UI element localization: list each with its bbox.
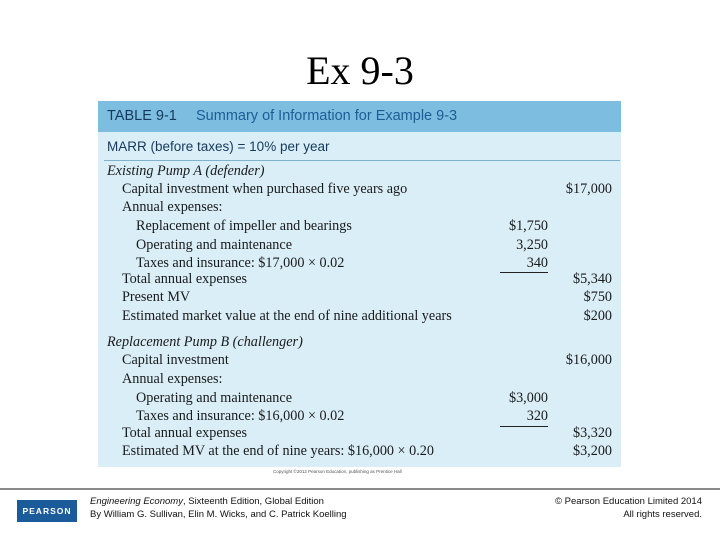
row-total: $3,200 bbox=[572, 443, 612, 459]
row-subtotal: 340 bbox=[526, 255, 548, 271]
table-row bbox=[98, 236, 621, 254]
rights-line-2: All rights reserved. bbox=[623, 509, 702, 520]
section-heading-challenger: Replacement Pump B (challenger) bbox=[107, 334, 303, 350]
table-row bbox=[98, 180, 621, 198]
table-caption: Summary of Information for Example 9-3 bbox=[196, 108, 458, 124]
row-subtotal: 3,250 bbox=[516, 237, 548, 253]
row-total: $16,000 bbox=[565, 352, 612, 368]
table-number: TABLE 9-1 bbox=[107, 108, 177, 124]
row-label: Operating and maintenance bbox=[136, 237, 292, 253]
row-label: Taxes and insurance: $16,000 × 0.02 bbox=[136, 408, 345, 424]
row-total: $750 bbox=[583, 289, 612, 305]
row-subtotal: 320 bbox=[526, 408, 548, 424]
book-title-line bbox=[90, 495, 347, 508]
row-label: Estimated market value at the end of nine additional years bbox=[122, 308, 452, 324]
rights-notice bbox=[555, 495, 702, 521]
row-label: Operating and maintenance bbox=[136, 390, 292, 406]
table-divider bbox=[104, 160, 620, 161]
row-label: Replacement of impeller and bearings bbox=[136, 218, 352, 234]
table-row bbox=[98, 162, 621, 180]
table-row bbox=[98, 389, 621, 407]
table-row bbox=[98, 424, 621, 442]
book-citation bbox=[90, 495, 347, 521]
section-heading-defender: Existing Pump A (defender) bbox=[107, 163, 265, 179]
row-subtotal: $3,000 bbox=[508, 390, 548, 406]
row-label: Capital investment bbox=[122, 352, 229, 368]
row-label: Present MV bbox=[122, 289, 191, 305]
copyright-note: Copyright ©2012 Pearson Education, publishing as Prentice Hall bbox=[273, 469, 402, 474]
table-row bbox=[98, 370, 621, 388]
book-edition: , Sixteenth Edition, Global Edition bbox=[182, 496, 324, 507]
row-total: $17,000 bbox=[565, 181, 612, 197]
table-row bbox=[98, 288, 621, 306]
table-row bbox=[98, 217, 621, 235]
summary-table bbox=[98, 101, 621, 467]
row-label: Total annual expenses bbox=[122, 271, 248, 287]
row-total: $5,340 bbox=[572, 271, 612, 287]
table-row bbox=[98, 407, 621, 425]
book-title: Engineering Economy bbox=[90, 496, 183, 507]
row-label: Capital investment when purchased five years ago bbox=[122, 181, 408, 197]
book-authors: By William G. Sullivan, Elin M. Wicks, and C. Patrick Koelling bbox=[90, 509, 347, 520]
pearson-logo: PEARSON bbox=[17, 500, 77, 522]
row-subtotal: $1,750 bbox=[508, 218, 548, 234]
row-label: Estimated MV at the end of nine years: $16,000 × 0.20 bbox=[122, 443, 434, 459]
table-row bbox=[98, 442, 621, 460]
footer-divider bbox=[0, 488, 720, 490]
rights-line-1: © Pearson Education Limited 2014 bbox=[555, 496, 702, 507]
row-label: Total annual expenses bbox=[122, 425, 248, 441]
marr-line: MARR (before taxes) = 10% per year bbox=[107, 139, 330, 154]
table-row bbox=[98, 198, 621, 216]
table-row bbox=[98, 307, 621, 325]
table-row bbox=[98, 270, 621, 288]
row-label: Annual expenses: bbox=[122, 199, 223, 215]
slide-title: Ex 9-3 bbox=[306, 48, 414, 93]
row-total: $200 bbox=[583, 308, 612, 324]
row-label: Taxes and insurance: $17,000 × 0.02 bbox=[136, 255, 345, 271]
table-header bbox=[98, 101, 621, 132]
table-row bbox=[98, 351, 621, 369]
table-row bbox=[98, 333, 621, 351]
row-label: Annual expenses: bbox=[122, 371, 223, 387]
row-total: $3,320 bbox=[572, 425, 612, 441]
